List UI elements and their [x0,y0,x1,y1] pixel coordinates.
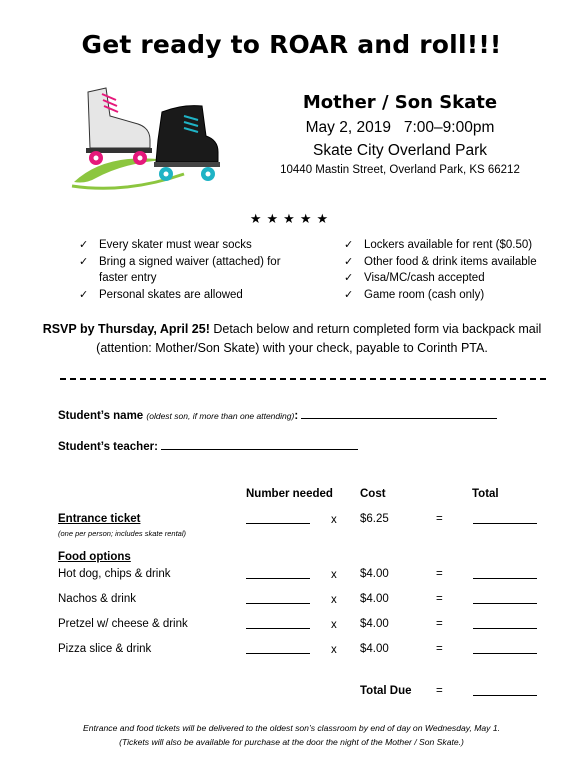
door-purchase-note: (Tickets will also be available for purchase at the door the night of the Mother / Son Skate.) [119,737,464,747]
checkmark-icon: ✓ [344,272,354,284]
food-number-blank[interactable] [246,578,310,579]
food-total-blank[interactable] [473,578,537,579]
student-name-blank[interactable] [301,409,497,419]
page-title: Get ready to ROAR and roll!!! [81,30,502,59]
times-sign: x [331,514,337,526]
student-name-label: Student’s name [58,410,144,422]
teacher-label: Student’s teacher: [58,441,158,453]
food-item-label: Pretzel w/ cheese & drink [58,618,188,630]
food-options-heading: Food options [58,551,131,563]
food-item-label: Hot dog, chips & drink [58,568,171,580]
delivery-note: Entrance and food tickets will be delivered to the oldest son’s classroom by end of day on Wednesday, May 1. [82,723,501,733]
teacher-blank[interactable] [161,440,358,450]
checkmark-icon: ✓ [344,255,354,268]
checkmark-icon: ✓ [79,255,89,268]
equals-sign: = [436,593,443,605]
food-total-blank[interactable] [473,603,537,604]
list-item: ✓ Every skater must wear socks [79,237,307,254]
equals-sign: = [436,568,443,580]
food-number-blank[interactable] [246,603,310,604]
total-due-blank[interactable] [473,695,537,696]
checkmark-icon: ✓ [79,288,89,301]
equals-sign: = [436,643,443,655]
checkmark-icon: ✓ [79,239,89,251]
total-due-label: Total Due [360,685,412,697]
event-name: Mother / Son Skate [302,92,498,113]
cut-line [60,378,546,380]
food-cost: $4.00 [360,643,389,655]
entrance-ticket-note: (one per person; includes skate rental) [58,529,186,538]
times-sign: x [331,594,337,606]
list-item: ✓ Other food & drink items available [344,254,554,271]
rules-list-right [344,237,554,303]
equals-sign: = [436,513,443,525]
event-venue: Skate City Overland Park [312,142,487,159]
rsvp-instructions [36,320,548,358]
student-name-field: Student’s name (oldest son, if more than one attending): [58,409,497,422]
times-sign: x [331,644,337,656]
rules-list-left [79,237,307,303]
times-sign: x [331,619,337,631]
food-number-blank[interactable] [246,653,310,654]
food-item-label: Nachos & drink [58,593,136,605]
list-item: ✓ Visa/MC/cash accepted [344,270,554,287]
teacher-field [58,440,358,453]
star-divider: ★★★★★ [249,211,334,226]
rsvp-deadline: RSVP by Thursday, April 25! [42,322,210,336]
rsvp-text: Detach below and return completed form via backpack mail (attention: Mother/Son Skate) with your check, payable to Corinth PTA. [96,322,542,355]
food-cost: $4.00 [360,593,389,605]
entrance-number-blank[interactable] [246,523,310,524]
student-name-hint: (oldest son, if more than one attending) [146,411,295,421]
list-item: ✓ Game room (cash only) [344,287,554,304]
header-cost: Cost [360,488,386,500]
list-item: ✓ Lockers available for rent ($0.50) [344,237,554,254]
roller-skates-illustration [66,82,232,200]
food-item-label: Pizza slice & drink [58,643,152,655]
entrance-cost: $6.25 [360,513,389,525]
equals-sign: = [436,685,443,697]
list-item: ✓ Personal skates are allowed [79,287,307,304]
food-cost: $4.00 [360,568,389,580]
list-item: ✓ Bring a signed waiver (attached) for faster entry [79,255,281,284]
entrance-total-blank[interactable] [473,523,537,524]
entrance-ticket-label: Entrance ticket [58,513,141,525]
event-address: 10440 Mastin Street, Overland Park, KS 66212 [280,164,520,176]
checkmark-icon: ✓ [344,239,354,251]
header-number-needed: Number needed [246,488,333,500]
times-sign: x [331,569,337,581]
checkmark-icon: ✓ [344,288,354,301]
food-total-blank[interactable] [473,628,537,629]
equals-sign: = [436,618,443,630]
food-cost: $4.00 [360,618,389,630]
event-date-time: May 2, 2019 7:00–9:00pm [305,119,495,136]
food-total-blank[interactable] [473,653,537,654]
header-total: Total [472,488,499,500]
food-number-blank[interactable] [246,628,310,629]
